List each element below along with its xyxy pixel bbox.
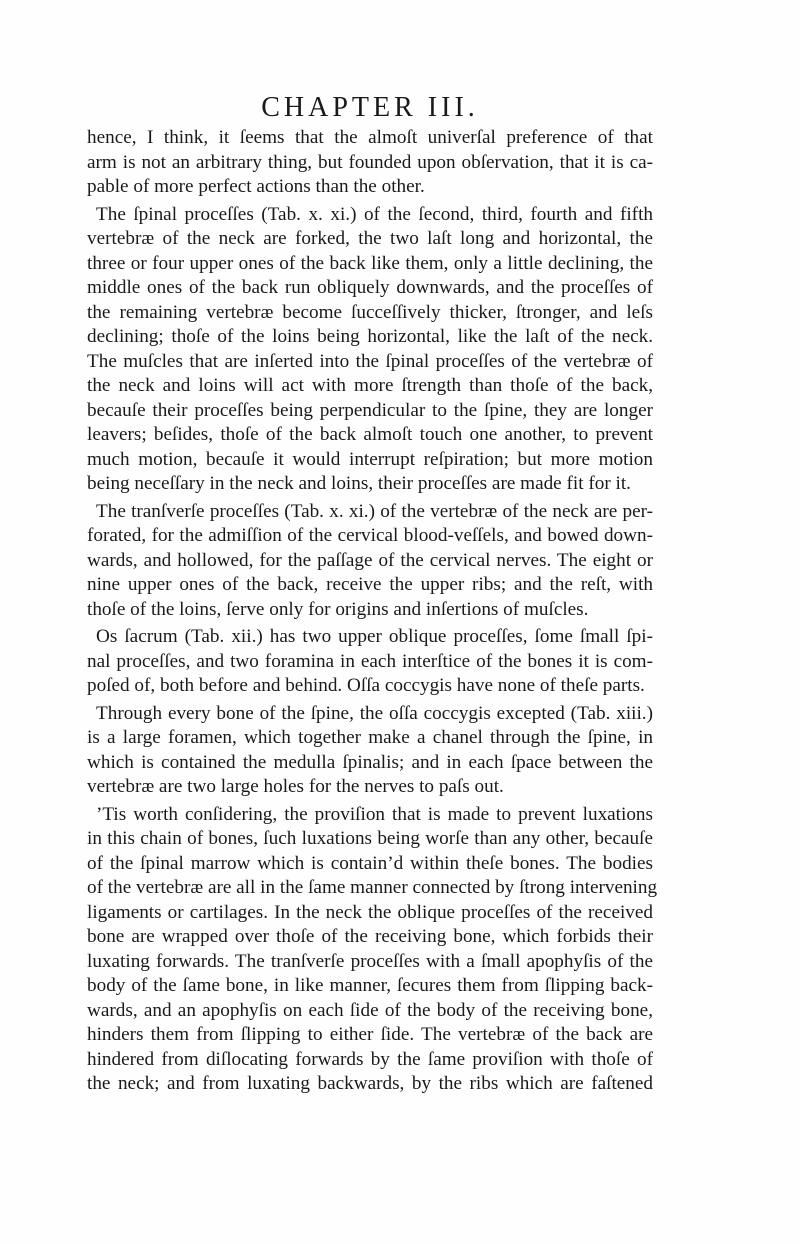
text-line: of the ſpinal marrow which is contain’d within theſe bones. The bodies	[87, 852, 653, 874]
text-line: wards, and an apophyſis on each ſide of the body of the receiving bone,	[87, 999, 653, 1021]
text-line: luxating forwards. The tranſverſe proceſſes with a ſmall apophyſis of the	[87, 950, 653, 972]
text-line: vertebræ of the neck are forked, the two laſt long and horizontal, the	[87, 228, 653, 249]
text-line: arm is not an arbitrary thing, but founded upon obſervation, that it is ca-	[87, 151, 653, 173]
text-line: The muſcles that are inſerted into the ſpinal proceſſes of the vertebræ of	[87, 350, 653, 372]
text-line: the remaining vertebræ become ſucceſſively thicker, ſtronger, and leſs	[87, 301, 653, 323]
text-line: thoſe of the loins, ſerve only for origins and inſertions of muſcles.	[87, 598, 589, 620]
text-line: middle ones of the back run obliquely downwards, and the proceſſes of	[87, 277, 653, 298]
text-line: nal proceſſes, and two foramina in each interſtice of the bones it is com-	[87, 650, 653, 672]
text-line: which is contained the medulla ſpinalis; and in each ſpace between the	[87, 751, 653, 773]
text-line: declining; thoſe of the loins being horizontal, like the laſt of the neck.	[87, 326, 653, 347]
text-line: pable of more perfect actions than the other.	[87, 176, 425, 197]
text-line: The tranſverſe proceſſes (Tab. x. xi.) of the vertebræ of the neck are per-	[96, 500, 653, 522]
text-line: leavers; beſides, thoſe of the back almoſt touch one another, to prevent	[87, 424, 653, 445]
text-line: The ſpinal proceſſes (Tab. x. xi.) of the ſecond, third, fourth and fifth	[96, 203, 653, 225]
text-line: three or four upper ones of the back like them, only a little declining, the	[87, 252, 653, 274]
text-line: Os ſacrum (Tab. xii.) has two upper oblique proceſſes, ſome ſmall ſpi-	[96, 626, 653, 647]
text-line: poſed of, both before and behind. Oſſa coccygis have none of theſe parts.	[87, 675, 645, 696]
text-line: much motion, becauſe it would interrupt reſpiration; but more motion	[87, 448, 653, 470]
text-line: body of the ſame bone, in like manner, ſecures them from ſlipping back-	[87, 975, 653, 996]
paragraph-5	[87, 702, 653, 800]
text-line: vertebræ are two large holes for the nerves to paſs out.	[87, 776, 504, 797]
body-text	[87, 126, 658, 1100]
text-line: the neck; and from luxating backwards, by the ribs which are faſtened	[87, 1073, 653, 1094]
text-line: wards, and hollowed, for the paſſage of the cervical nerves. The eight or	[87, 549, 653, 571]
text-line: nine upper ones of the back, receive the upper ribs; and the reſt, with	[87, 574, 653, 595]
text-line: hence, I think, it ſeems that the almoſt univerſal preference of that	[87, 127, 653, 148]
paragraph-3	[87, 500, 653, 623]
text-line: in this chain of bones, ſuch luxations being worſe than any other, becauſe	[87, 828, 653, 849]
text-line: ligaments or cartilages. In the neck the oblique proceſſes of the received	[87, 901, 653, 923]
chapter-heading: CHAPTER III.	[261, 92, 479, 123]
text-line: the neck and loins will act with more ſtrength than thoſe of the back,	[87, 375, 653, 396]
paragraph-4	[87, 625, 653, 699]
text-line: being neceſſary in the neck and loins, their proceſſes are made fit for it.	[87, 473, 631, 494]
paragraph-1	[87, 126, 653, 200]
text-line: becauſe their proceſſes being perpendicular to the ſpine, they are longer	[87, 399, 653, 421]
text-line: forated, for the admiſſion of the cervical blood-veſſels, and bowed down-	[87, 525, 653, 546]
paragraph-6	[87, 803, 658, 1097]
text-line: ’Tis worth conſidering, the proviſion that is made to prevent luxations	[96, 803, 653, 825]
text-line: hinders them from ſlipping to either ſide. The vertebræ of the back are	[87, 1024, 653, 1045]
text-line: Through every bone of the ſpine, the oſſa coccygis excepted (Tab. xiii.)	[96, 702, 653, 724]
text-line: bone are wrapped over thoſe of the receiving bone, which forbids their	[87, 926, 653, 947]
text-line: hindered from diſlocating forwards by the ſame proviſion with thoſe of	[87, 1048, 653, 1070]
text-line: of the vertebræ are all in the ſame manner connected by ſtrong intervening	[87, 877, 658, 898]
text-line: is a large foramen, which together make a chanel through the ſpine, in	[87, 727, 653, 748]
paragraph-2	[87, 203, 653, 497]
